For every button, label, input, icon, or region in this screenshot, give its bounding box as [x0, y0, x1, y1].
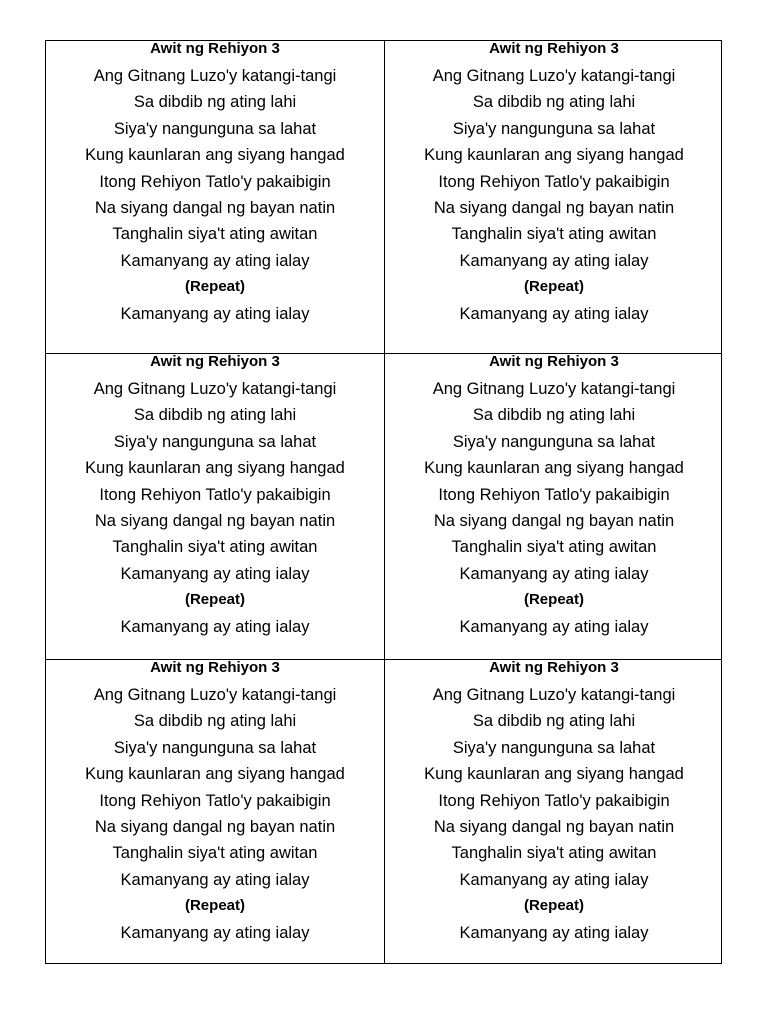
lyric-line: Na siyang dangal ng bayan natin [94, 511, 336, 530]
lyric-card [385, 660, 723, 946]
lyric-line: Itong Rehiyon Tatlo'y pakaibigin [438, 485, 670, 504]
repeat-label: (Repeat) [184, 897, 245, 915]
lyric-line: Kamanyang ay ating ialay [120, 251, 310, 270]
song-title: Awit ng Rehiyon 3 [489, 659, 619, 676]
lyric-line: Itong Rehiyon Tatlo'y pakaibigin [99, 791, 331, 810]
lyric-line: Na siyang dangal ng bayan natin [433, 511, 675, 530]
song-title: Awit ng Rehiyon 3 [489, 353, 619, 370]
lyric-card [385, 354, 723, 640]
lyric-line: Siya'y nangunguna sa lahat [113, 119, 317, 138]
lyric-line: Ang Gitnang Luzo'y katangi-tangi [93, 67, 337, 85]
lyric-line: Itong Rehiyon Tatlo'y pakaibigin [99, 172, 331, 191]
lyric-lines [46, 63, 384, 327]
lyric-line: Sa dibdib ng ating lahi [133, 93, 297, 112]
lyric-line: Siya'y nangunguna sa lahat [113, 738, 317, 757]
lyric-last-line: Kamanyang ay ating ialay [459, 304, 649, 323]
lyric-lines [385, 63, 723, 327]
lyric-line: Sa dibdib ng ating lahi [133, 406, 297, 425]
lyric-line: Sa dibdib ng ating lahi [472, 93, 636, 112]
lyric-line: Tanghalin siya't ating awitan [451, 538, 657, 557]
lyric-last-line: Kamanyang ay ating ialay [459, 923, 649, 942]
lyric-last-line: Kamanyang ay ating ialay [120, 617, 310, 636]
lyric-line: Itong Rehiyon Tatlo'y pakaibigin [438, 172, 670, 191]
lyric-line: Siya'y nangunguna sa lahat [452, 738, 656, 757]
repeat-label: (Repeat) [184, 591, 245, 609]
lyric-line: Kamanyang ay ating ialay [120, 564, 310, 583]
lyric-line: Kung kaunlaran ang siyang hangad [85, 146, 345, 165]
lyric-line: Kung kaunlaran ang siyang hangad [424, 146, 684, 165]
lyric-line: Tanghalin siya't ating awitan [112, 844, 318, 863]
repeat-label: (Repeat) [523, 897, 584, 915]
lyric-line: Siya'y nangunguna sa lahat [452, 432, 656, 451]
lyric-line: Ang Gitnang Luzo'y katangi-tangi [93, 380, 337, 398]
song-title: Awit ng Rehiyon 3 [150, 659, 280, 676]
lyric-line: Ang Gitnang Luzo'y katangi-tangi [432, 686, 676, 704]
lyric-line: Sa dibdib ng ating lahi [472, 712, 636, 731]
lyric-line: Itong Rehiyon Tatlo'y pakaibigin [438, 791, 670, 810]
lyric-card [46, 41, 384, 327]
lyric-line: Ang Gitnang Luzo'y katangi-tangi [432, 380, 676, 398]
lyric-line: Tanghalin siya't ating awitan [112, 538, 318, 557]
lyric-lines [385, 682, 723, 946]
lyric-line: Itong Rehiyon Tatlo'y pakaibigin [99, 485, 331, 504]
lyric-line: Na siyang dangal ng bayan natin [94, 198, 336, 217]
lyric-line: Kamanyang ay ating ialay [459, 564, 649, 583]
lyric-line: Siya'y nangunguna sa lahat [452, 119, 656, 138]
lyric-lines [46, 682, 384, 946]
repeat-label: (Repeat) [523, 278, 584, 296]
repeat-label: (Repeat) [523, 591, 584, 609]
lyric-last-line: Kamanyang ay ating ialay [459, 617, 649, 636]
lyric-line: Ang Gitnang Luzo'y katangi-tangi [93, 686, 337, 704]
lyric-line: Ang Gitnang Luzo'y katangi-tangi [432, 67, 676, 85]
lyric-line: Na siyang dangal ng bayan natin [94, 817, 336, 836]
lyric-card [46, 660, 384, 946]
lyric-line: Na siyang dangal ng bayan natin [433, 817, 675, 836]
song-title: Awit ng Rehiyon 3 [489, 40, 619, 57]
song-title: Awit ng Rehiyon 3 [150, 353, 280, 370]
lyric-card [385, 41, 723, 327]
lyric-line: Kung kaunlaran ang siyang hangad [424, 765, 684, 784]
lyric-last-line: Kamanyang ay ating ialay [120, 304, 310, 323]
lyric-last-line: Kamanyang ay ating ialay [120, 923, 310, 942]
lyric-line: Kung kaunlaran ang siyang hangad [85, 765, 345, 784]
lyric-line: Tanghalin siya't ating awitan [112, 225, 318, 244]
lyric-line: Tanghalin siya't ating awitan [451, 844, 657, 863]
lyric-line: Kung kaunlaran ang siyang hangad [424, 459, 684, 478]
lyric-line: Kung kaunlaran ang siyang hangad [85, 459, 345, 478]
lyric-lines [385, 376, 723, 640]
lyric-line: Kamanyang ay ating ialay [459, 870, 649, 889]
lyric-line: Kamanyang ay ating ialay [459, 251, 649, 270]
repeat-label: (Repeat) [184, 278, 245, 296]
lyric-line: Sa dibdib ng ating lahi [133, 712, 297, 731]
lyric-line: Siya'y nangunguna sa lahat [113, 432, 317, 451]
song-title: Awit ng Rehiyon 3 [150, 40, 280, 57]
lyric-lines [46, 376, 384, 640]
lyric-line: Kamanyang ay ating ialay [120, 870, 310, 889]
lyric-card [46, 354, 384, 640]
lyric-sheet [45, 40, 722, 964]
lyric-line: Sa dibdib ng ating lahi [472, 406, 636, 425]
lyric-line: Tanghalin siya't ating awitan [451, 225, 657, 244]
lyric-line: Na siyang dangal ng bayan natin [433, 198, 675, 217]
